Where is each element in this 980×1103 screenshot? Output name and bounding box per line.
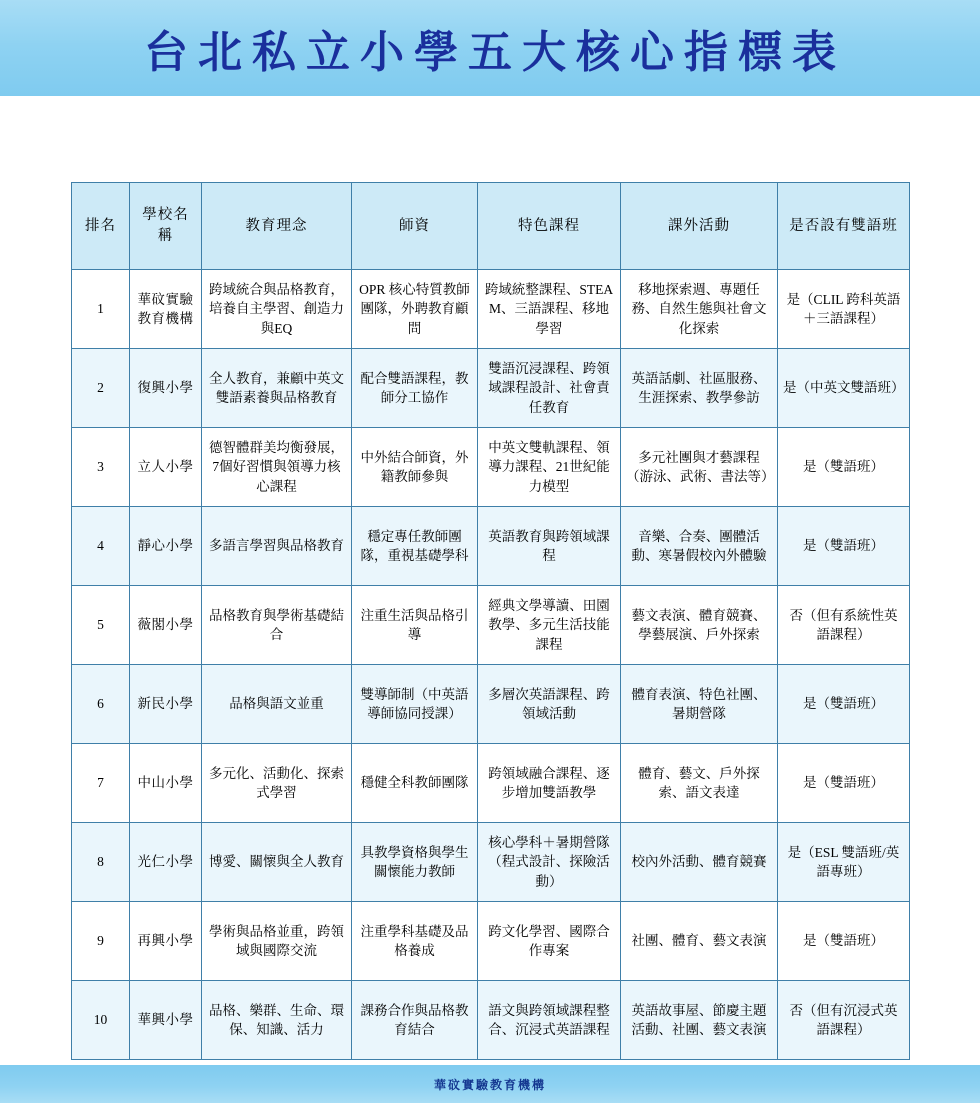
table-row — [72, 586, 910, 665]
cell-teachers: 中外結合師資，外籍教師參與 — [352, 428, 478, 507]
table-row — [72, 981, 910, 1060]
cell-philosophy: 品格、樂群、生命、環保、知識、活力 — [202, 981, 352, 1060]
cell-activities: 體育表演、特色社團、暑期營隊 — [621, 665, 778, 744]
table-row — [72, 349, 910, 428]
cell-school: 新民小學 — [130, 665, 202, 744]
cell-philosophy: 品格與語文並重 — [202, 665, 352, 744]
column-header-school: 學校名稱 — [130, 183, 202, 270]
cell-school: 復興小學 — [130, 349, 202, 428]
cell-rank: 7 — [72, 744, 130, 823]
column-header-teachers: 師資 — [352, 183, 478, 270]
column-header-rank: 排名 — [72, 183, 130, 270]
cell-school: 立人小學 — [130, 428, 202, 507]
indicator-table-container — [71, 182, 909, 1060]
table-row — [72, 902, 910, 981]
cell-school: 光仁小學 — [130, 823, 202, 902]
cell-activities: 多元社團與才藝課程（游泳、武術、書法等） — [621, 428, 778, 507]
cell-rank: 10 — [72, 981, 130, 1060]
cell-courses: 跨域統整課程、STEAM、三語課程、移地學習 — [478, 270, 621, 349]
table-body — [72, 270, 910, 1060]
cell-rank: 8 — [72, 823, 130, 902]
cell-teachers: 注重學科基礎及品格養成 — [352, 902, 478, 981]
cell-teachers: 雙導師制（中英語導師協同授課） — [352, 665, 478, 744]
cell-philosophy: 博愛、關懷與全人教育 — [202, 823, 352, 902]
cell-philosophy: 學術與品格並重，跨領域與國際交流 — [202, 902, 352, 981]
cell-courses: 中英文雙軌課程、領導力課程、21世紀能力模型 — [478, 428, 621, 507]
footer-organization-name: 華砇實驗教育機構 — [433, 1077, 546, 1092]
cell-bilingual: 否（但有系統性英語課程） — [778, 586, 910, 665]
cell-bilingual: 否（但有沉浸式英語課程） — [778, 981, 910, 1060]
table-row — [72, 744, 910, 823]
cell-philosophy: 多語言學習與品格教育 — [202, 507, 352, 586]
cell-courses: 核心學科＋暑期營隊（程式設計、探險活動） — [478, 823, 621, 902]
cell-bilingual: 是（雙語班） — [778, 902, 910, 981]
cell-teachers: OPR 核心特質教師團隊，外聘教育顧問 — [352, 270, 478, 349]
column-header-philosophy: 教育理念 — [202, 183, 352, 270]
cell-courses: 語文與跨領域課程整合、沉浸式英語課程 — [478, 981, 621, 1060]
cell-teachers: 注重生活與品格引導 — [352, 586, 478, 665]
cell-school: 再興小學 — [130, 902, 202, 981]
cell-bilingual: 是（中英文雙語班） — [778, 349, 910, 428]
cell-teachers: 穩定專任教師團隊，重視基礎學科 — [352, 507, 478, 586]
cell-activities: 體育、藝文、戶外探索、語文表達 — [621, 744, 778, 823]
page-title: 台北私立小學五大核心指標表 — [144, 28, 846, 77]
cell-school: 薇閣小學 — [130, 586, 202, 665]
cell-school: 靜心小學 — [130, 507, 202, 586]
cell-bilingual: 是（ESL 雙語班/英語專班） — [778, 823, 910, 902]
cell-courses: 雙語沉浸課程、跨領域課程設計、社會責任教育 — [478, 349, 621, 428]
cell-school: 華砇實驗教育機構 — [130, 270, 202, 349]
cell-activities: 音樂、合奏、團體活動、寒暑假校內外體驗 — [621, 507, 778, 586]
cell-rank: 3 — [72, 428, 130, 507]
cell-courses: 跨文化學習、國際合作專案 — [478, 902, 621, 981]
cell-teachers: 課務合作與品格教育結合 — [352, 981, 478, 1060]
table-row — [72, 507, 910, 586]
column-header-bilingual: 是否設有雙語班 — [778, 183, 910, 270]
cell-bilingual: 是（雙語班） — [778, 507, 910, 586]
column-header-activities: 課外活動 — [621, 183, 778, 270]
cell-philosophy: 全人教育，兼顧中英文雙語素養與品格教育 — [202, 349, 352, 428]
cell-school: 華興小學 — [130, 981, 202, 1060]
cell-bilingual: 是（雙語班） — [778, 744, 910, 823]
header-banner — [0, 0, 980, 96]
cell-courses: 英語教育與跨領域課程 — [478, 507, 621, 586]
footer-banner — [0, 1065, 980, 1103]
cell-rank: 2 — [72, 349, 130, 428]
cell-rank: 5 — [72, 586, 130, 665]
cell-bilingual: 是（CLIL 跨科英語＋三語課程） — [778, 270, 910, 349]
cell-school: 中山小學 — [130, 744, 202, 823]
table-row — [72, 823, 910, 902]
cell-rank: 6 — [72, 665, 130, 744]
cell-philosophy: 多元化、活動化、探索式學習 — [202, 744, 352, 823]
cell-activities: 藝文表演、體育競賽、學藝展演、戶外探索 — [621, 586, 778, 665]
indicator-table — [71, 182, 910, 1060]
cell-bilingual: 是（雙語班） — [778, 665, 910, 744]
table-header-row — [72, 183, 910, 270]
cell-rank: 9 — [72, 902, 130, 981]
cell-courses: 多層次英語課程、跨領域活動 — [478, 665, 621, 744]
cell-teachers: 穩健全科教師團隊 — [352, 744, 478, 823]
cell-activities: 社團、體育、藝文表演 — [621, 902, 778, 981]
cell-teachers: 具教學資格與學生關懷能力教師 — [352, 823, 478, 902]
cell-activities: 移地探索週、專題任務、自然生態與社會文化探索 — [621, 270, 778, 349]
cell-philosophy: 品格教育與學術基礎結合 — [202, 586, 352, 665]
cell-rank: 1 — [72, 270, 130, 349]
cell-philosophy: 德智體群美均衡發展，7個好習慣與領導力核心課程 — [202, 428, 352, 507]
cell-bilingual: 是（雙語班） — [778, 428, 910, 507]
table-header — [72, 183, 910, 270]
table-row — [72, 665, 910, 744]
cell-activities: 校內外活動、體育競賽 — [621, 823, 778, 902]
cell-teachers: 配合雙語課程，教師分工協作 — [352, 349, 478, 428]
cell-courses: 跨領域融合課程、逐步增加雙語教學 — [478, 744, 621, 823]
cell-rank: 4 — [72, 507, 130, 586]
cell-activities: 英語話劇、社區服務、生涯探索、教學參訪 — [621, 349, 778, 428]
column-header-courses: 特色課程 — [478, 183, 621, 270]
cell-philosophy: 跨域統合與品格教育，培養自主學習、創造力與EQ — [202, 270, 352, 349]
table-row — [72, 428, 910, 507]
table-row — [72, 270, 910, 349]
cell-courses: 經典文學導讀、田園教學、多元生活技能課程 — [478, 586, 621, 665]
cell-activities: 英語故事屋、節慶主題活動、社團、藝文表演 — [621, 981, 778, 1060]
